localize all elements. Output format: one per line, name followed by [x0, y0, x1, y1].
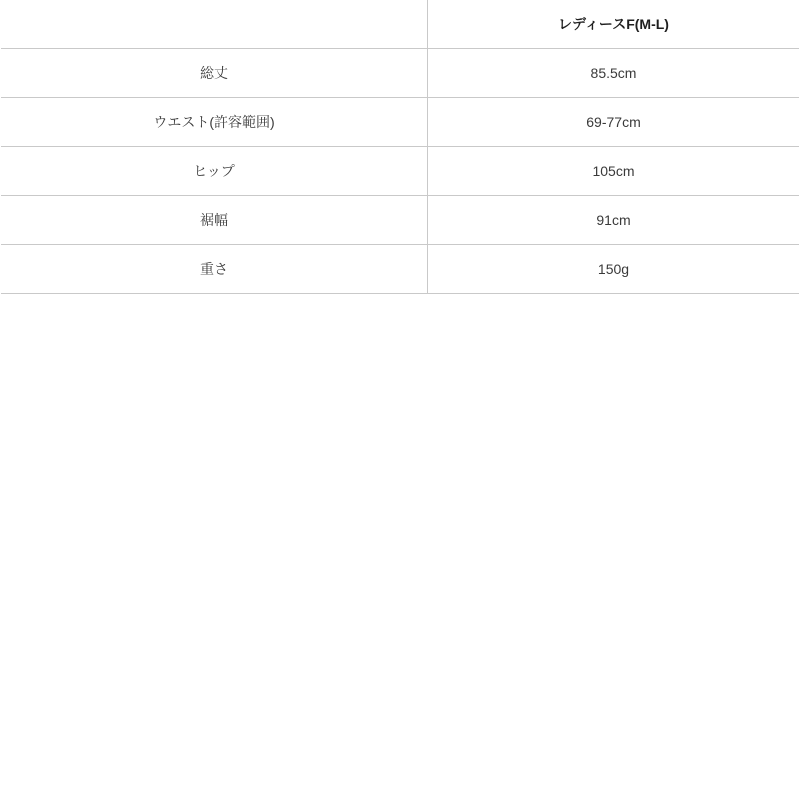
table-header-row — [1, 0, 799, 49]
table-row — [1, 245, 799, 294]
row-label-hip: ヒップ — [1, 147, 428, 196]
table-row — [1, 196, 799, 245]
row-value-weight: 150g — [428, 245, 800, 294]
row-label-hem-width: 裾幅 — [1, 196, 428, 245]
row-value-total-length: 85.5cm — [428, 49, 800, 98]
row-value-hip: 105cm — [428, 147, 800, 196]
row-label-waist: ウエスト(許容範囲) — [1, 98, 428, 147]
row-label-total-length: 総丈 — [1, 49, 428, 98]
row-value-waist: 69-77cm — [428, 98, 800, 147]
row-value-hem-width: 91cm — [428, 196, 800, 245]
table-row — [1, 147, 799, 196]
table-row — [1, 98, 799, 147]
row-label-weight: 重さ — [1, 245, 428, 294]
table-row — [1, 49, 799, 98]
table-corner-cell — [1, 0, 428, 49]
table-header-size: レディースF(M-L) — [428, 0, 800, 49]
size-spec-table — [1, 0, 799, 294]
